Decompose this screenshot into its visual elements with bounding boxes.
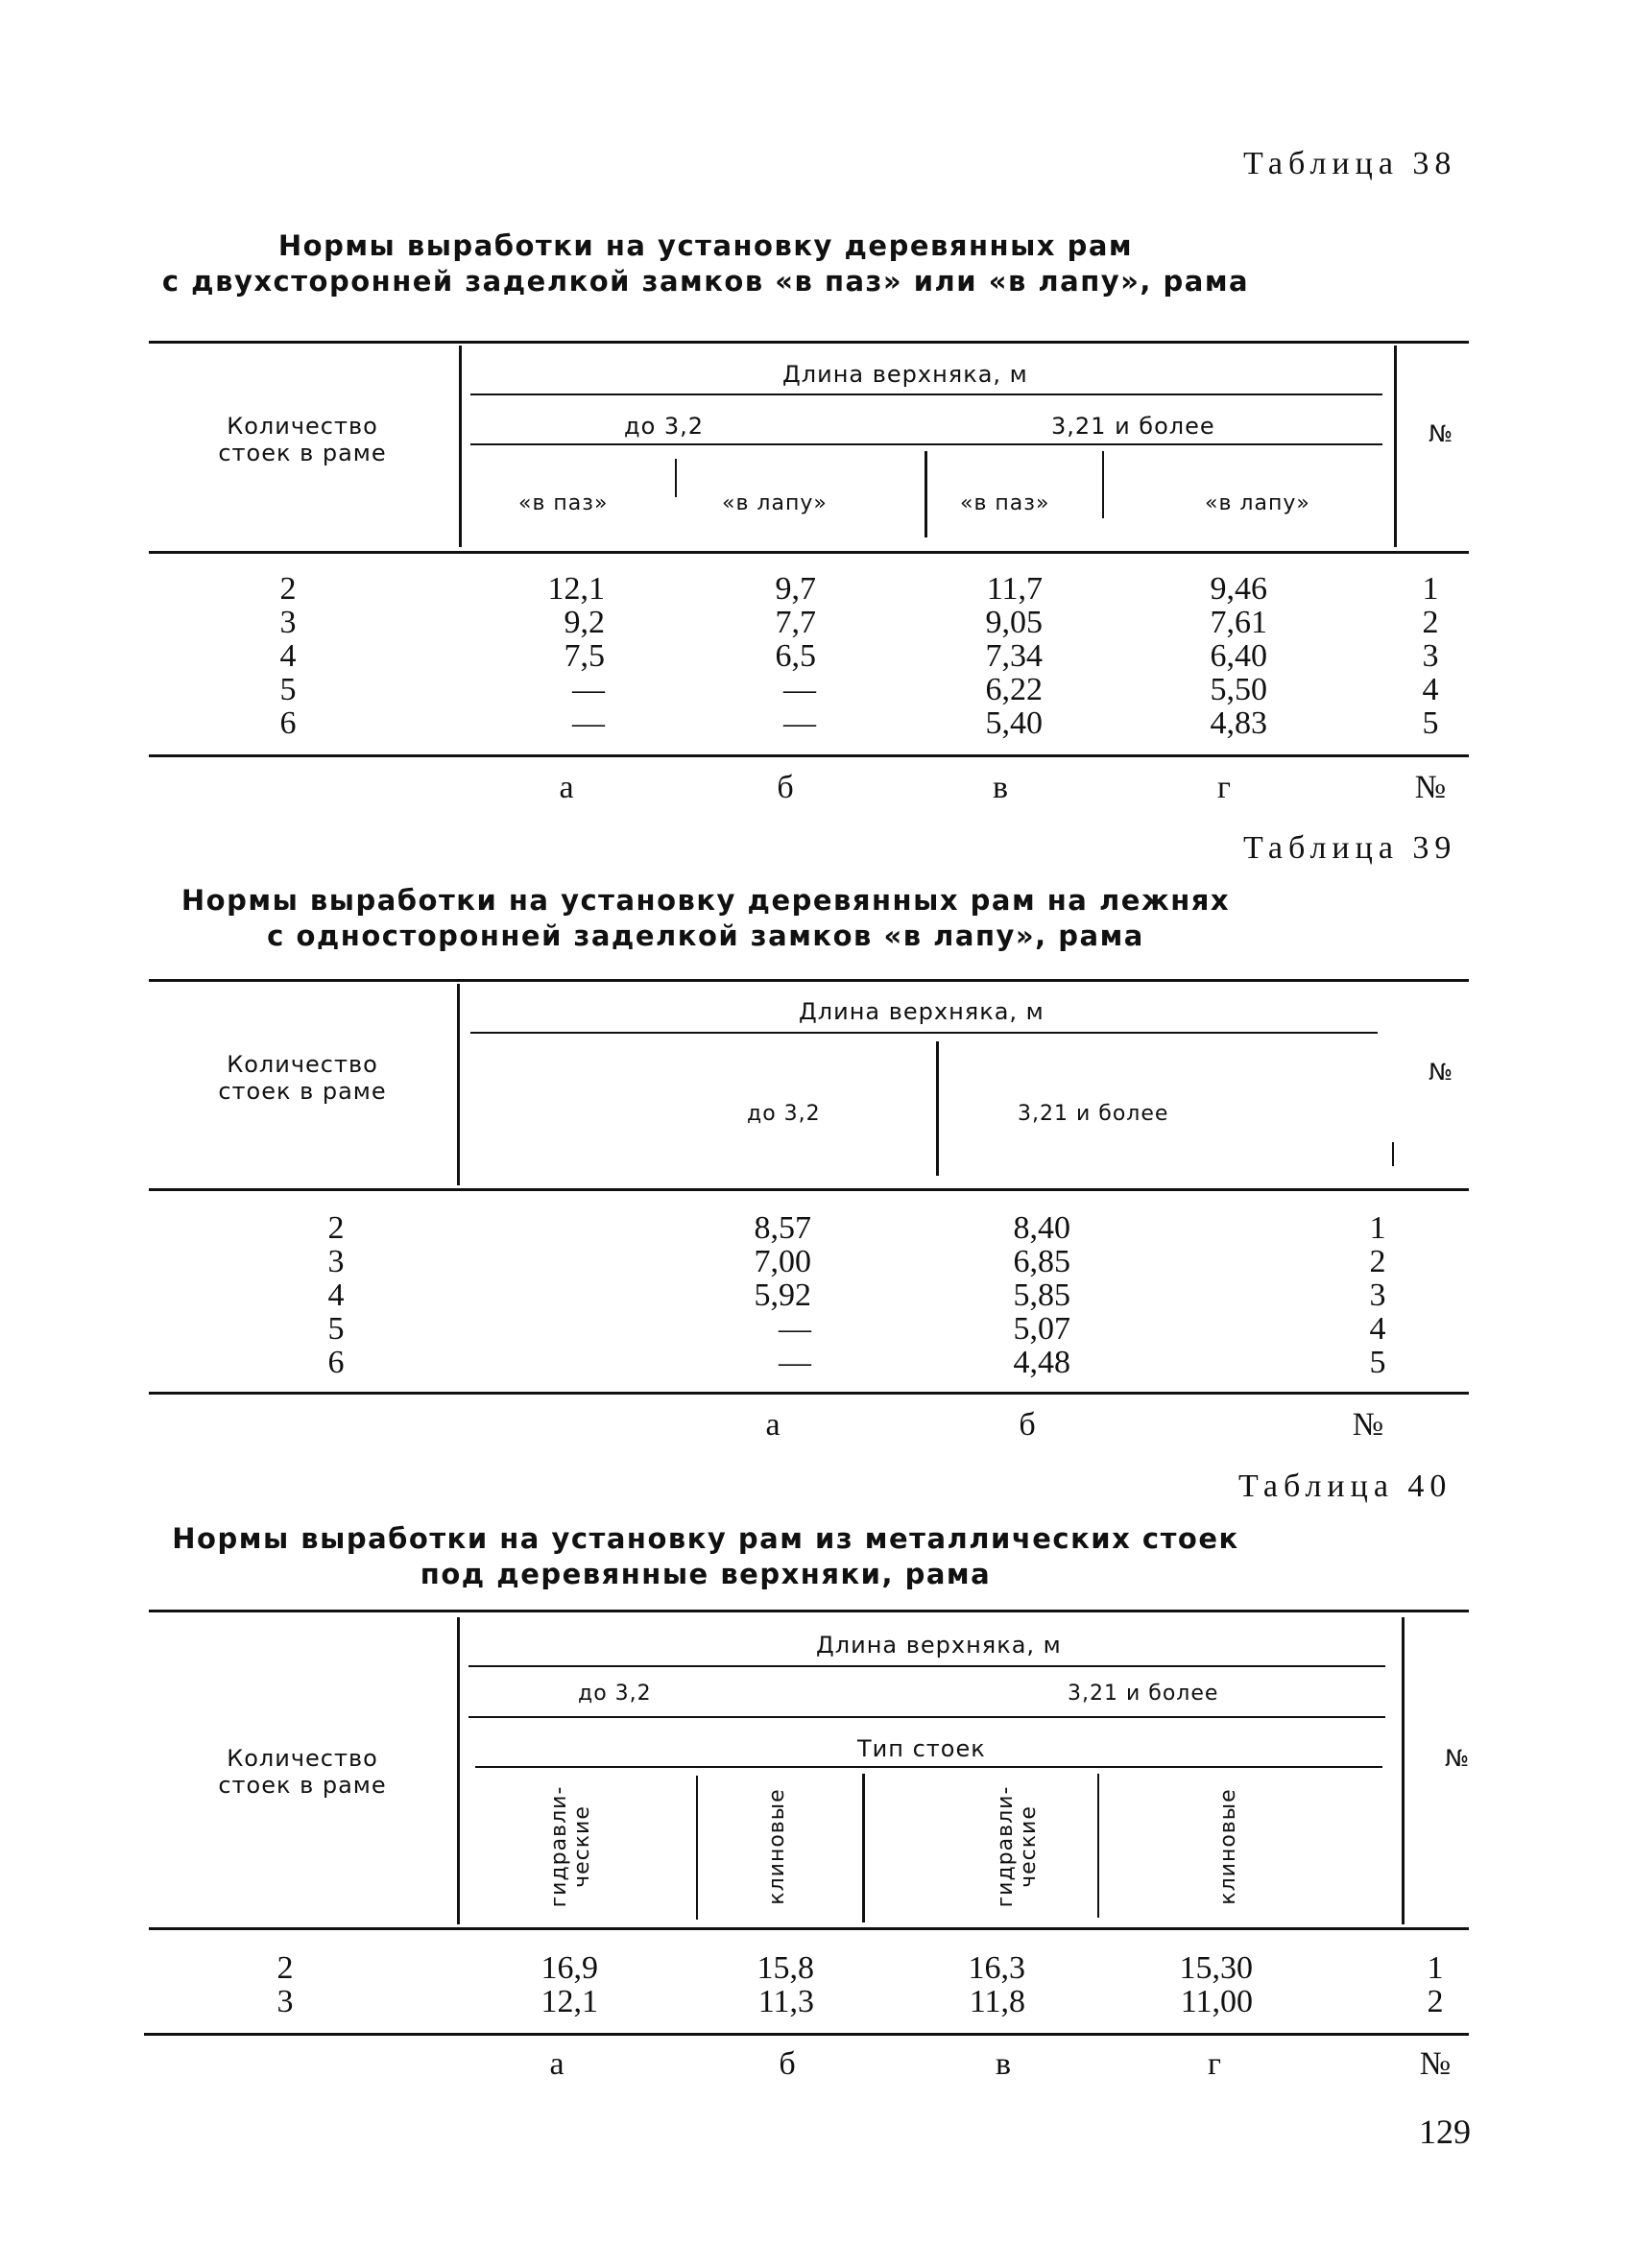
value-column-g: 9,46 7,61 6,40 5,50 4,83 [1210, 571, 1267, 741]
count-header: Количество стоек в раме [218, 413, 387, 466]
type-header: Тип стоек [857, 1735, 986, 1762]
range-header-1: до 3,2 [624, 413, 705, 440]
sub-header: гидравли- ческие [547, 1785, 594, 1908]
row-number-column: 1 2 3 4 5 [1369, 1210, 1386, 1380]
title-line-2: под деревянные верхняки, рама [420, 1558, 992, 1590]
value-column-a: 16,9 12,1 [540, 1950, 598, 2019]
sub-header: гидравли- ческие [994, 1785, 1041, 1908]
rule [696, 1776, 698, 1920]
sub-header: клиновые [1216, 1788, 1240, 1905]
count-column: 2 3 4 5 6 [279, 571, 297, 741]
table-title [144, 228, 1267, 299]
row-number-column: 1 2 3 4 5 [1422, 571, 1439, 741]
rule [470, 394, 1382, 395]
rule [457, 1617, 460, 1924]
num-header: № [1429, 1059, 1453, 1086]
value-column-v: 16,3 11,8 [968, 1950, 1025, 2019]
range-header-1: до 3,2 [747, 1102, 821, 1126]
sub-header: клиновые [765, 1788, 789, 1905]
num-header: № [1429, 420, 1453, 447]
length-header: Длина верхняка, м [799, 998, 1045, 1025]
rule [149, 1610, 1469, 1612]
column-letter: в [995, 2046, 1012, 2082]
title-line-1: Нормы выработки на установку деревянных рам [277, 229, 1134, 262]
page-number: 129 [1419, 2113, 1471, 2151]
rule [144, 2033, 1469, 2036]
value-column-a: 12,1 9,2 7,5 — — [547, 571, 605, 741]
rule [468, 1716, 1385, 1718]
rule [149, 341, 1469, 344]
column-letter: а [549, 2046, 564, 2082]
column-letter: № [1414, 770, 1447, 805]
rule [470, 1032, 1378, 1034]
value-column-v: 11,7 9,05 7,34 6,22 5,40 [985, 571, 1043, 741]
value-column-b: 9,7 7,7 6,5 — — [775, 571, 816, 741]
value-column-g: 15,30 11,00 [1179, 1950, 1253, 2019]
rule [675, 459, 677, 497]
column-letter: в [992, 770, 1009, 805]
column-letter: б [1019, 1407, 1036, 1443]
range-header-2: 3,21 и более [1018, 1102, 1169, 1126]
title-line-1: Нормы выработки на установку рам из металлических стоек [172, 1522, 1239, 1555]
value-column-b: 15,8 11,3 [756, 1950, 814, 2019]
column-letter: № [1419, 2046, 1452, 2082]
range-header-1: до 3,2 [578, 1682, 652, 1706]
rule [475, 1766, 1382, 1768]
rule [468, 1665, 1385, 1667]
table-title [144, 883, 1267, 954]
rule [1392, 1142, 1394, 1166]
rule [149, 1188, 1469, 1191]
rule [149, 551, 1469, 554]
sub-header: «в паз» [960, 491, 1050, 515]
rule [1097, 1774, 1099, 1918]
rule [936, 1041, 939, 1176]
column-letter: г [1208, 2046, 1221, 2082]
column-letter: г [1217, 770, 1231, 805]
column-letter: а [559, 770, 574, 805]
rule [149, 754, 1469, 757]
title-line-1: Нормы выработки на установку деревянных рам на лежнях [180, 884, 1231, 917]
table-number-label: Таблица 40 [1238, 1468, 1453, 1504]
sub-header: «в лапу» [722, 491, 828, 515]
rule [1402, 1617, 1405, 1924]
sub-header: «в лапу» [1205, 491, 1310, 515]
count-column: 2 3 [276, 1950, 294, 2019]
range-header-2: 3,21 и более [1068, 1682, 1219, 1706]
count-header: Количество стоек в раме [218, 1745, 387, 1799]
rule [459, 346, 462, 547]
column-letter: б [779, 2046, 796, 2082]
title-line-2: с двухсторонней заделкой замков «в паз» или «в лапу», рама [161, 265, 1250, 298]
num-header: № [1445, 1745, 1470, 1772]
column-letter: № [1352, 1407, 1384, 1443]
table-number-label: Таблица 38 [1243, 146, 1457, 181]
rule [149, 979, 1469, 982]
length-header: Длина верхняка, м [782, 361, 1028, 388]
value-column-b: 8,40 6,85 5,85 5,07 4,48 [1013, 1210, 1070, 1380]
row-number-column: 1 2 [1427, 1950, 1444, 2019]
rule [470, 443, 1382, 445]
rule [1394, 346, 1397, 547]
column-letter: а [765, 1407, 780, 1443]
rule [149, 1392, 1469, 1395]
rule [149, 1927, 1469, 1930]
column-letter: б [777, 770, 794, 805]
value-column-a: 8,57 7,00 5,92 — — [754, 1210, 811, 1380]
table-title [144, 1521, 1267, 1592]
count-header: Количество стоек в раме [218, 1051, 387, 1105]
title-line-2: с односторонней заделкой замков «в лапу», рама [267, 919, 1144, 952]
rule [457, 984, 460, 1185]
sub-header: «в паз» [518, 491, 609, 515]
rule [1102, 451, 1104, 518]
range-header-2: 3,21 и более [1051, 413, 1215, 440]
count-column: 2 3 4 5 6 [327, 1210, 345, 1380]
rule [925, 451, 927, 537]
length-header: Длина верхняка, м [816, 1632, 1062, 1659]
table-number-label: Таблица 39 [1243, 830, 1457, 866]
rule [862, 1774, 865, 1922]
